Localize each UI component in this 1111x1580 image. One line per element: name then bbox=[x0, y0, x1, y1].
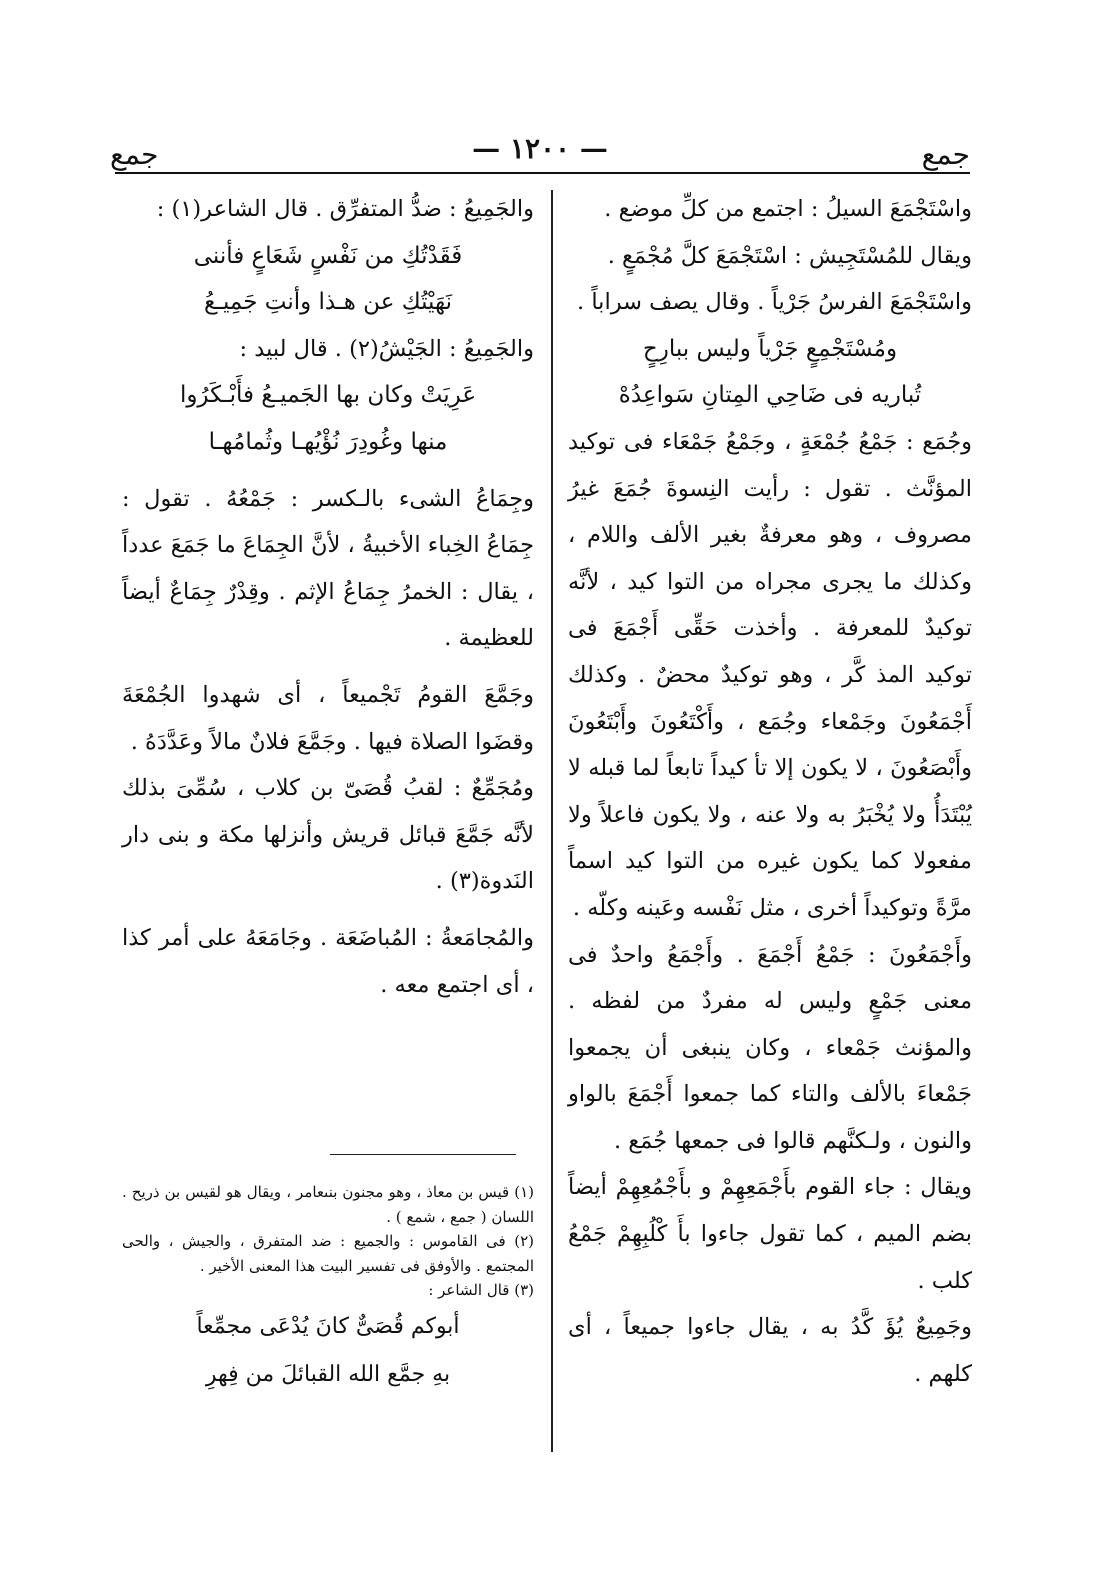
page-header bbox=[110, 130, 970, 174]
verse-line: تُباريه فى ضَاحِي المِتانِ سَواعِدُهْ bbox=[618, 382, 922, 409]
verse-line: ومُسْتَجْمِعٍ جَرْياً وليس ببارِحٍ bbox=[642, 335, 898, 362]
verse-line: فَقَدْتُكِ من نَفْسٍ شَعَاعٍ فأننى bbox=[193, 242, 463, 269]
paragraph: ويقال للمُسْتَجِيش : اسْتَجْمَعَ كلَّ مُجْمَعٍ . bbox=[607, 242, 972, 269]
footnote: (٢) فى القاموس : والجميع : ضد المتفرق ، والجيش ، والحى المجتمع . والأوفق فى تفسير البيت هذا المعنى الأخير . bbox=[122, 1232, 534, 1275]
running-head-left: جمع bbox=[110, 138, 159, 171]
running-head-right: جمع bbox=[921, 138, 970, 171]
paragraph: والجَمِيعُ : ضدُّ المتفرِّق . قال الشاعر(١) : bbox=[156, 196, 534, 222]
paragraph: واسْتَجْمَعَ الفرسُ جَرْياً . وقال يصف سراباً . bbox=[577, 289, 972, 316]
paragraph: وجَمِيعٌ يُؤَ كَّدُ به ، يقال جاءوا جميعاً ، أى كلهم . bbox=[568, 1314, 972, 1387]
verse-line: نَهَيْتُكِ عن هـذا وأنتِ جَمِيـعُ bbox=[204, 289, 452, 316]
paragraph: والمُجامَعةُ : المُباضَعَة . وجَامَعَهُ على أمر كذا ، أى اجتمع معه . bbox=[122, 924, 534, 998]
paragraph: والجَمِيعُ : الجَيْشُ(٢) . قال لبيد : bbox=[239, 335, 534, 362]
verse-line: منها وغُودِرَ نُؤْيُهـا وثُمامُهـا bbox=[208, 428, 448, 455]
footnote-verse-line: أبوكم قُصَىٌّ كانَ يُدْعَى مجمِّعاً bbox=[196, 1313, 460, 1339]
left-column bbox=[122, 186, 534, 1008]
paragraph: واسْتَجْمَعَ السيلُ : اجتمع من كلِّ موضع . bbox=[604, 196, 972, 222]
column-divider bbox=[551, 190, 553, 1452]
footnote: (١) قيس بن معاذ ، وهو مجنون بنىعامر ، ويقال هو لقيس بن ذريح . اللسان ( جمع ، شمع ) . bbox=[122, 1183, 534, 1226]
paragraph: وجَمَّعَ القومُ تَجْميعاً ، أى شهدوا الجُمْعَةَ وقضَوا الصلاة فيها . وجَمَّعَ فلانٌ مالاً وعَدَّدَهُ . bbox=[122, 681, 534, 755]
header-rule bbox=[115, 172, 970, 174]
paragraph: وجِمَاعُ الشىء بالـكسر : جَمْعُهُ . تقول : جِمَاعُ الخِباء الأخبيةُ ، لأنَّ الجِمَاعَ ما جَمَعَ عدداً ، يقال : الخمرُ جِمَاعُ الإثم . وقِدْرٌ جِمَاعٌ أيضاً للعظيمة . bbox=[122, 485, 534, 652]
right-column bbox=[568, 186, 972, 1397]
footnote-rule bbox=[330, 1154, 516, 1155]
paragraph: وجُمَع : جَمْعُ جُمْعَةٍ ، وجَمْعُ جَمْعَاء فى توكيد المؤنَّث . تقول : رأيت النِسوةَ جُمَعَ غيرُ مصروف ، وهو معرفةٌ بغير الألف واللام ، وكذلك ما يجرى مجراه من التوا كيد ، لأنَّه توكيدٌ للمعرفة . وأخذت حَقِّى أَجْمَعَ فى توكيد المذ كَّر ، وهو توكيدٌ محضٌ . وكذلك أَجْمَعُونَ وجَمْعاء وجُمَع ، وأَكْتَعُونَ وأَبْتَعُونَ وأَبْصَعُونَ ، لا يكون إلا تأ كيداً تابعاً لما قبله لا يُبْتَدَأُ ولا يُخْبَرُ به ولا عنه ، ولا يكون فاعلاً ولا مفعولا كما يكون غيره من التوا كيد اسماً مرَّةً وتوكيداً أخرى ، مثل نَفْسه وعَينه وكلّه . bbox=[568, 428, 972, 921]
footnote-verse-line: بهِ جمَّع الله القبائلَ من فِهرِ bbox=[205, 1361, 451, 1387]
paragraph: ويقال : جاء القوم بأَجْمَعِهِمْ و بأَجْمُعِهِمْ أيضاً بضم الميم ، كما تقول جاءوا بأَ كْلُبِهِمْ جَمْعُ كلب . bbox=[568, 1174, 972, 1294]
footnotes bbox=[122, 1180, 534, 1399]
paragraph: وأَجْمَعُونَ : جَمْعُ أَجْمَعَ . وأَجْمَعُ واحدٌ فى معنى جَمْعٍ وليس له مفردٌ من لفظه . والمؤنث جَمْعاء ، وكان ينبغى أن يجمعوا جَمْعاءَ بالألف والتاء كما جمعوا أَجْمَعَ بالواو والنون ، ولـكنَّهم قالوا فى جمعها جُمَع . bbox=[568, 941, 972, 1154]
page-number: — ١٢٠٠ — bbox=[472, 132, 608, 165]
paragraph: ومُجَمِّعٌ : لقبُ قُصَىّ بن كلاب ، سُمِّىَ بذلك لأنَّه جَمَّعَ قبائل قريش وأنزلها مكة و بنى دار النَدوة(٣) . bbox=[122, 775, 534, 895]
footnote: (٣) قال الشاعر : bbox=[428, 1281, 534, 1299]
verse-line: عَرِيَتْ وكان بها الجَميـعُ فأَبْـكَرُوا bbox=[179, 382, 477, 409]
